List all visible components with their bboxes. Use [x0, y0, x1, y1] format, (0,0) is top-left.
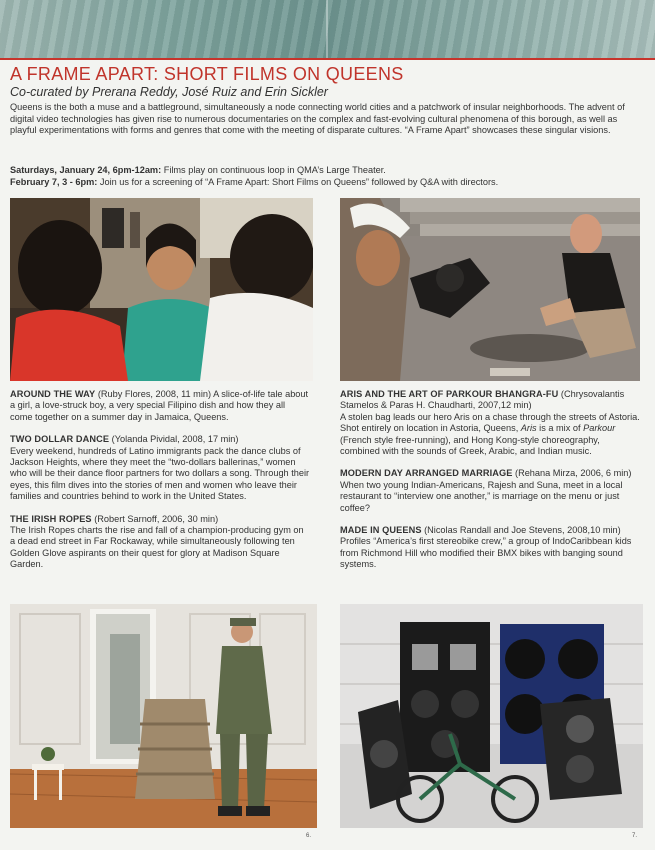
schedule-line-2: February 7, 3 - 6pm: Join us for a screening of “A Frame Apart: Short Films on Queens” followed by Q&A with directors.: [10, 177, 499, 187]
page-number-left: 6.: [306, 833, 312, 839]
film-entry: TWO DOLLAR DANCE (Yolanda Pividal, 2008, 17 min) Every weekend, hundreds of Latino immigrants pack the dance clubs of Jackson Heights, where they meet the “two-dollars ballerinas,” women who will be their dance floor partners for two dollars a song. Through their eyes, this film dives into the stories of men and women who leave their families and countries behind to work in the United States.: [10, 434, 310, 502]
film-entry: ARIS AND THE ART OF PARKOUR BHANGRA-FU (Chrysovalantis Stamelos & Paras H. Chaudharti, 2007,12 min) A stolen bag leads our hero Aris on a chase through the streets of Astoria. Shot entirely on location in Astoria, Queens, Aris is a mix of Parkour (French style free-running), and Hong Kong-style choreography, combined with the sounds of Greek, Arabic, and Indian music.: [340, 389, 640, 457]
photo-soldier-room: [10, 604, 317, 828]
film-column-right: [340, 389, 640, 582]
page-fold: [326, 0, 328, 58]
film-entry: MODERN DAY ARRANGED MARRIAGE (Rehana Mirza, 2006, 6 min) When two young Indian-Americans, Rajesh and Suna, meet in a local restaurant to “interview one another,” is marriage on the menu or just coffee?: [340, 468, 632, 513]
photo-stereobikes: [340, 604, 643, 828]
header-rule: [0, 58, 655, 60]
photo-aris-parkour: [340, 198, 640, 381]
schedule-line-1: Saturdays, January 24, 6pm-12am: Films play on continuous loop in QMA’s Large Theater.: [10, 165, 386, 175]
curators-line: Co-curated by Prerana Reddy, José Ruiz and Erin Sickler: [10, 85, 328, 99]
photo-around-the-way: [10, 198, 313, 381]
intro-paragraph: Queens is the both a muse and a battleground, simultaneously a node connecting world cities and a patchwork of insular neighborhoods. The advent of digital video technologies has given rise to numerous documentaries on the complex and fast-evolving cultural phenomena of this borough, as well as playful experimentations with forms and genres that come with the meeting of disparate cultures. “A Frame Apart” showcases these singular visions.: [10, 102, 625, 136]
page-title: A FRAME APART: SHORT FILMS ON QUEENS: [10, 64, 404, 84]
film-entry: MADE IN QUEENS (Nicolas Randall and Joe Stevens, 2008,10 min) Profiles “America’s first stereobike crew,” a group of IndoCaribbean kids from Richmond Hill who modified their BMX bikes with banging sound systems.: [340, 525, 632, 570]
film-entry: THE IRISH ROPES (Robert Sarnoff, 2006, 30 min) The Irish Ropes charts the rise and fall of a champion-producing gym on a dead end street in Far Rockaway, while simultaneously following ten Golden Glove aspirants on their quest for glory at Madison Square Garden.: [10, 513, 304, 570]
page-number-right: 7.: [632, 833, 638, 839]
film-entry: AROUND THE WAY (Ruby Flores, 2008, 11 min) A slice-of-life tale about a girl, a love-struck boy, a very special Filipino dish and how they all come together on a summer day in Jamaica, Queens.: [10, 389, 309, 422]
schedule: [10, 164, 646, 188]
film-column-left: [10, 389, 310, 582]
